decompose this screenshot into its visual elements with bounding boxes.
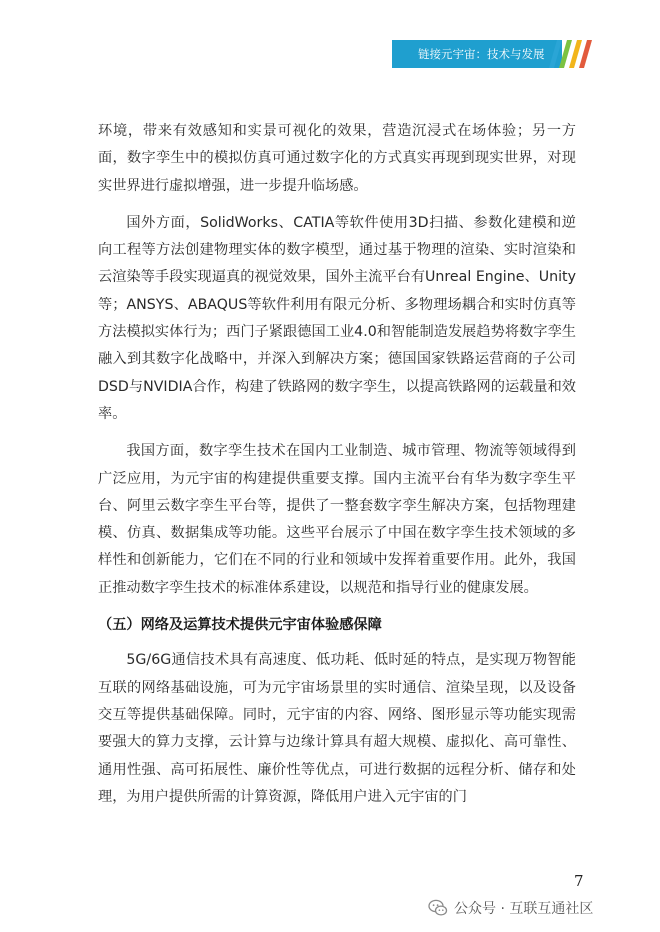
paragraph-network: 5G/6G通信技术具有高速度、低功耗、低时延的特点，是实现万物智能互联的网络基础设施，可为元宇宙场景里的实时通信、渲染呈现，以及设备交互等提供基础保障。同时，元宇宙的内容、网络、图形显示等功能实现需要强大的算力支撑，云计算与边缘计算具有超大规模、虚拟化、高可靠性、通用性强、高可拓展性、廉价性等优点，可进行数据的远程分析、储存和处理，为用户提供所需的计算资源，降低用户进入元宇宙的门	[98, 652, 576, 805]
wechat-icon	[428, 898, 448, 918]
paragraph-domestic: 我国方面，数字孪生技术在国内工业制造、城市管理、物流等领域得到广泛应用，为元宇宙的构建提供重要支撑。国内主流平台有华为数字孪生平台、阿里云数字孪生平台等，提供了一整套数字孪生解决方案，包括物理建模、仿真、数据集成等功能。这些平台展示了中国在数字孪生技术领域的多样性和创新能力，它们在不同的行业和领域中发挥着重要作用。此外，我国正推动数字孪生技术的标准体系建设，以规范和指导行业的健康发展。	[98, 443, 576, 596]
running-header	[392, 40, 562, 68]
stripe-green	[559, 40, 572, 68]
header-stripes-decoration	[545, 40, 595, 68]
page-content	[98, 118, 576, 821]
paragraph-continued: 环境，带来有效感知和实景可视化的效果，营造沉浸式在场体验；另一方面，数字孪生中的模拟仿真可通过数字化的方式真实再现到现实世界，对现实世界进行虚拟增强，进一步提升临场感。	[98, 123, 576, 194]
stripe-yellow	[569, 40, 582, 68]
page-number: 7	[574, 872, 584, 890]
paragraph-foreign: 国外方面，SolidWorks、CATIA等软件使用3D扫描、参数化建模和逆向工程等方法创建物理实体的数字模型，通过基于物理的渲染、实时渲染和云渲染等手段实现逼真的视觉效果，国外主流平台有Unreal Engine、Unity等；ANSYS、ABAQUS等软件利用有限元分析、多物理场耦合和实时仿真等方法模拟实体行为；西门子紧跟德国工业4.0和智能制造发展趋势将数字孪生融入到其数字化战略中，并深入到解决方案；德国国家铁路运营商的子公司DSD与NVIDIA合作，构建了铁路网的数字孪生，以提高铁路网的运载量和效率。	[98, 214, 576, 422]
section-heading: （五）网络及运算技术提供元宇宙体验感保障	[98, 617, 382, 634]
running-header-title: 链接元宇宙：技术与发展	[418, 47, 545, 61]
watermark-text: 公众号 · 互联互通社区	[454, 901, 594, 917]
stripe-blue	[549, 40, 562, 68]
stripe-red	[579, 40, 592, 68]
watermark	[428, 898, 593, 918]
